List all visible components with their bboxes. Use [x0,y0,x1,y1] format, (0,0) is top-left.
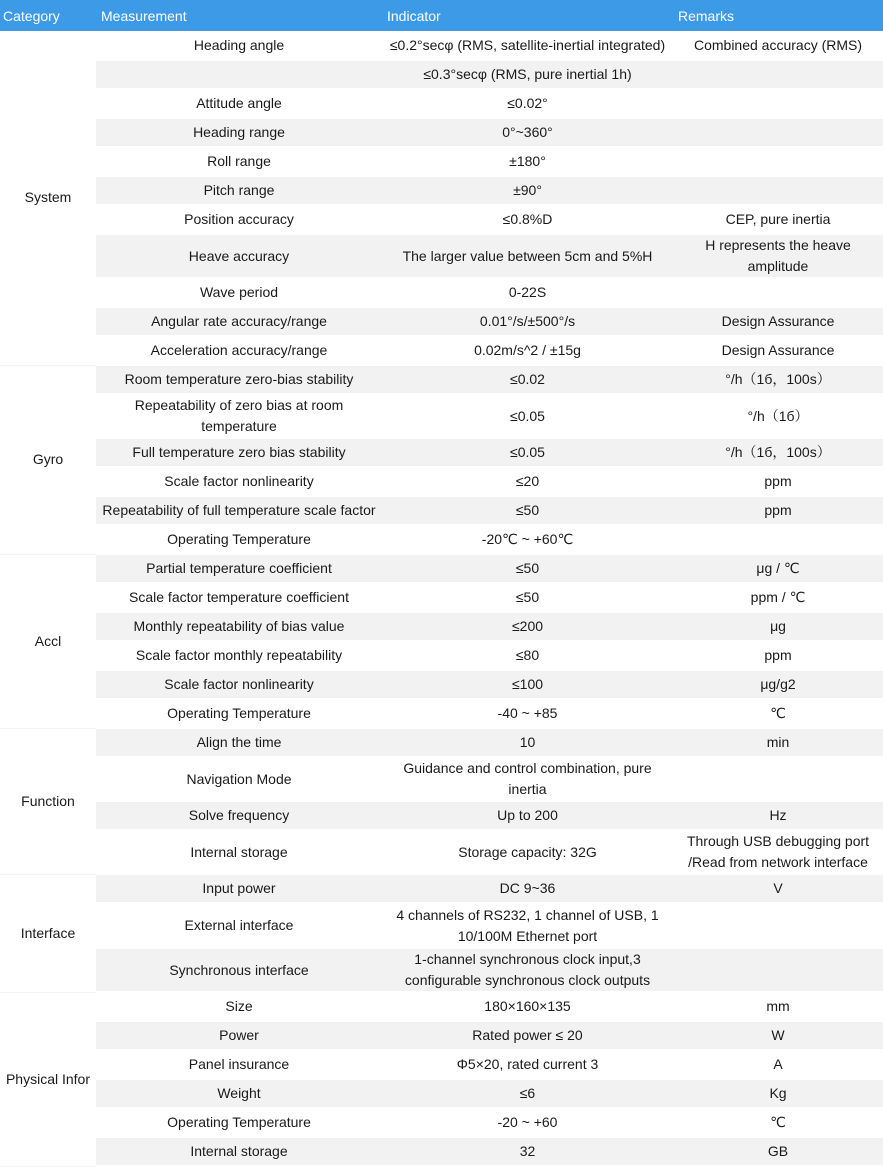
indicator-cell: 32 [382,1137,673,1166]
measurement-cell: Operating Temperature [96,1108,382,1137]
remarks-cell [673,757,883,801]
remarks-cell: ℃ [673,1108,883,1137]
indicator-cell: ≤0.8%D [382,205,673,234]
table-row [0,438,883,467]
indicator-cell: -20 ~ +60 [382,1108,673,1137]
header-remarks: Remarks [673,0,883,31]
table-row [0,699,883,728]
table-row [0,1137,883,1166]
measurement-cell: Partial temperature coefficient [96,554,382,583]
measurement-cell: Synchronous interface [96,948,382,992]
remarks-cell: ppm [673,641,883,670]
measurement-cell: Power [96,1021,382,1050]
table-row [0,1021,883,1050]
indicator-cell: 0.02m/s^2 / ±15g [382,336,673,365]
indicator-cell: ≤50 [382,583,673,612]
measurement-cell: Scale factor monthly repeatability [96,641,382,670]
measurement-cell: Input power [96,874,382,903]
indicator-cell: 4 channels of RS232, 1 channel of USB, 1 10/100M Ethernet port [382,903,673,948]
table-row [0,992,883,1021]
measurement-cell: Angular rate accuracy/range [96,307,382,336]
measurement-cell: Roll range [96,147,382,176]
remarks-cell [673,89,883,118]
table-row [0,903,883,948]
measurement-cell: Operating Temperature [96,525,382,554]
indicator-cell: Up to 200 [382,801,673,830]
measurement-cell: Wave period [96,278,382,307]
header-category: Category [0,0,96,31]
table-row [0,365,883,394]
table-row [0,89,883,118]
measurement-cell: Align the time [96,728,382,757]
remarks-cell: CEP, pure inertia [673,205,883,234]
measurement-cell: Full temperature zero bias stability [96,438,382,467]
measurement-cell: Heading range [96,118,382,147]
table-row [0,278,883,307]
remarks-cell [673,176,883,205]
remarks-cell [673,903,883,948]
indicator-cell: ±180° [382,147,673,176]
remarks-cell: ppm [673,496,883,525]
table-header [0,0,883,31]
table-row [0,176,883,205]
table-row [0,830,883,874]
measurement-cell: Operating Temperature [96,699,382,728]
category-cell: Accl [0,554,96,728]
indicator-cell: 1-channel synchronous clock input,3 configurable synchronous clock outputs [382,948,673,992]
table-row [0,496,883,525]
remarks-cell: Combined accuracy (RMS) [673,31,883,60]
indicator-cell: ≤0.3°secφ (RMS, pure inertial 1h) [382,60,673,89]
indicator-cell: ≤50 [382,496,673,525]
remarks-cell: ℃ [673,699,883,728]
indicator-cell: Guidance and control combination, pure inertia [382,757,673,801]
indicator-cell: DC 9~36 [382,874,673,903]
measurement-cell [96,60,382,89]
indicator-cell: -20℃ ~ +60℃ [382,525,673,554]
remarks-cell [673,948,883,992]
table-row [0,147,883,176]
indicator-cell: ≤0.2°secφ (RMS, satellite-inertial integrated) [382,31,673,60]
remarks-cell: Through USB debugging port /Read from network interface [673,830,883,874]
measurement-cell: Internal storage [96,830,382,874]
measurement-cell: Scale factor temperature coefficient [96,583,382,612]
indicator-cell: 180×160×135 [382,992,673,1021]
indicator-cell: The larger value between 5cm and 5%H [382,234,673,278]
table-row [0,670,883,699]
remarks-cell: W [673,1021,883,1050]
remarks-cell: Hz [673,801,883,830]
category-cell: Gyro [0,365,96,554]
remarks-cell: min [673,728,883,757]
remarks-cell: H represents the heave amplitude [673,234,883,278]
remarks-cell: Design Assurance [673,336,883,365]
indicator-cell: Φ5×20, rated current 3 [382,1050,673,1079]
remarks-cell: V [673,874,883,903]
table-row [0,874,883,903]
indicator-cell: ≤80 [382,641,673,670]
header-measurement: Measurement [96,0,382,31]
table-row [0,1050,883,1079]
measurement-cell: Position accuracy [96,205,382,234]
remarks-cell [673,118,883,147]
remarks-cell: °/h（1б，100s） [673,438,883,467]
indicator-cell: 0°~360° [382,118,673,147]
remarks-cell [673,525,883,554]
category-cell: System [0,31,96,365]
remarks-cell: A [673,1050,883,1079]
indicator-cell: ≤0.05 [382,438,673,467]
table-row [0,1108,883,1137]
measurement-cell: Scale factor nonlinearity [96,467,382,496]
table-row [0,467,883,496]
indicator-cell: ≤0.02° [382,89,673,118]
remarks-cell: μg / ℃ [673,554,883,583]
indicator-cell: 0-22S [382,278,673,307]
measurement-cell: Repeatability of full temperature scale factor [96,496,382,525]
indicator-cell: Storage capacity: 32G [382,830,673,874]
remarks-cell [673,278,883,307]
indicator-cell: ≤100 [382,670,673,699]
category-cell: Physical Infor [0,992,96,1166]
indicator-cell: ≤0.02 [382,365,673,394]
measurement-cell: Repeatability of zero bias at room temperature [96,394,382,438]
remarks-cell: μg/g2 [673,670,883,699]
table-row [0,31,883,60]
table-row [0,641,883,670]
table-row [0,1079,883,1108]
table-row [0,234,883,278]
indicator-cell: ≤200 [382,612,673,641]
table-row [0,394,883,438]
table-row [0,336,883,365]
measurement-cell: Room temperature zero-bias stability [96,365,382,394]
table-row [0,554,883,583]
measurement-cell: Pitch range [96,176,382,205]
remarks-cell: GB [673,1137,883,1166]
table-row [0,728,883,757]
measurement-cell: Internal storage [96,1137,382,1166]
table-row [0,205,883,234]
table-row [0,757,883,801]
indicator-cell: ±90° [382,176,673,205]
remarks-cell [673,60,883,89]
header-indicator: Indicator [382,0,673,31]
measurement-cell: Attitude angle [96,89,382,118]
table-row [0,801,883,830]
measurement-cell: Panel insurance [96,1050,382,1079]
measurement-cell: Solve frequency [96,801,382,830]
table-row [0,612,883,641]
remarks-cell: ppm / ℃ [673,583,883,612]
table-row [0,525,883,554]
indicator-cell: 0.01°/s/±500°/s [382,307,673,336]
measurement-cell: Weight [96,1079,382,1108]
table-row [0,118,883,147]
measurement-cell: Scale factor nonlinearity [96,670,382,699]
remarks-cell: Design Assurance [673,307,883,336]
table-row [0,948,883,992]
remarks-cell [673,147,883,176]
indicator-cell: ≤20 [382,467,673,496]
measurement-cell: External interface [96,903,382,948]
indicator-cell: Rated power ≤ 20 [382,1021,673,1050]
indicator-cell: ≤6 [382,1079,673,1108]
indicator-cell: -40 ~ +85 [382,699,673,728]
measurement-cell: Monthly repeatability of bias value [96,612,382,641]
remarks-cell: ppm [673,467,883,496]
remarks-cell: °/h（1б，100s） [673,365,883,394]
measurement-cell: Heave accuracy [96,234,382,278]
measurement-cell: Heading angle [96,31,382,60]
measurement-cell: Size [96,992,382,1021]
table-row [0,307,883,336]
measurement-cell: Acceleration accuracy/range [96,336,382,365]
table-row [0,60,883,89]
indicator-cell: ≤0.05 [382,394,673,438]
indicator-cell: ≤50 [382,554,673,583]
remarks-cell: Kg [673,1079,883,1108]
indicator-cell: 10 [382,728,673,757]
remarks-cell: μg [673,612,883,641]
measurement-cell: Navigation Mode [96,757,382,801]
category-cell: Function [0,728,96,874]
category-cell: Interface [0,874,96,992]
table-row [0,583,883,612]
remarks-cell: °/h（1б） [673,394,883,438]
remarks-cell: mm [673,992,883,1021]
